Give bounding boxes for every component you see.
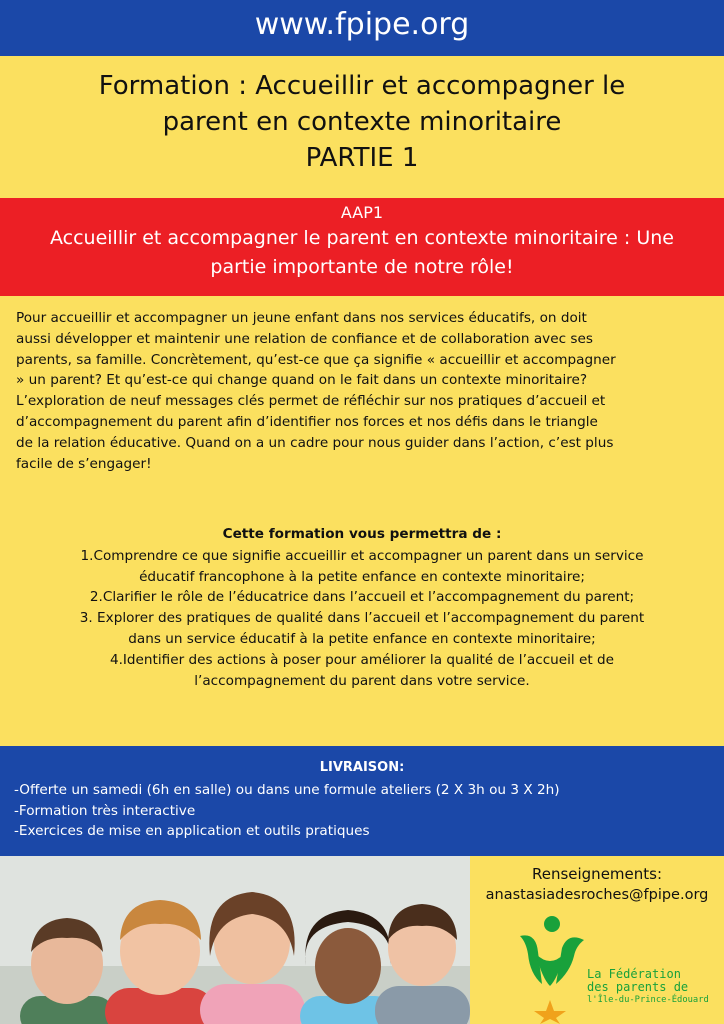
intro-line: » un parent? Et qu’est-ce qui change quand on le fait dans un contexte minoritaire? — [16, 372, 588, 389]
intro-line: facile de s’engager! — [16, 455, 152, 472]
delivery-item: -Exercices de mise en application et outils pratiques — [14, 823, 370, 839]
site-url[interactable]: www.fpipe.org — [254, 7, 470, 42]
header-bar — [0, 0, 724, 56]
child-body — [375, 986, 470, 1024]
objective-line: 1.Comprendre ce que signifie accueillir et accompagner un parent dans un service — [80, 547, 644, 564]
intro-line: parents, sa famille. Concrètement, qu’est-ce que ça signifie « accueillir et accompagner — [16, 351, 616, 368]
subtitle-line-1: Accueillir et accompagner le parent en contexte minoritaire : Une — [49, 227, 674, 249]
title-block — [0, 56, 724, 198]
objective-line: éducatif francophone à la petite enfance en contexte minoritaire; — [139, 568, 585, 585]
objectives-section — [12, 524, 712, 691]
intro-line: d’accompagnement du parent afin d’identifier nos forces et nos défis dans le triangle — [16, 413, 598, 430]
intro-line: Pour accueillir et accompagner un jeune enfant dans nos services éducatifs, on doit — [16, 310, 587, 326]
star-icon — [534, 1000, 566, 1024]
logo-text — [587, 968, 709, 1007]
subtitle-banner — [0, 198, 724, 296]
logo-line-3: l'Île-du-Prince-Édouard — [587, 995, 709, 1005]
fpipe-logo-icon — [516, 914, 586, 1024]
contact-section — [470, 856, 724, 1024]
objective-line: 4.Identifier des actions à poser pour améliorer la qualité de l’accueil et de — [109, 651, 615, 668]
child-face — [315, 928, 381, 1004]
intro-paragraph — [16, 308, 716, 474]
subtitle-line-2: partie importante de notre rôle! — [210, 256, 514, 278]
objectives-title: Cette formation vous permettra de : — [222, 526, 502, 542]
title-line-3: PARTIE 1 — [305, 143, 419, 173]
contact-label: Renseignements: — [531, 865, 663, 883]
objective-line: dans un service éducatif à la petite enfance en contexte minoritaire; — [128, 630, 596, 647]
delivery-item: -Formation très interactive — [14, 802, 196, 819]
logo-line-2: des parents de — [587, 980, 689, 994]
course-code: AAP1 — [340, 203, 384, 222]
intro-line: aussi développer et maintenir une relation de confiance et de collaboration avec ses — [16, 330, 593, 347]
intro-line: L’exploration de neuf messages clés permet de réfléchir sur nos pratiques d’accueil et — [16, 393, 606, 410]
logo-line-1: La Fédération — [587, 967, 681, 981]
child-body — [200, 984, 305, 1024]
delivery-section — [0, 746, 724, 856]
children-photo — [0, 856, 470, 1024]
objective-line: l’accompagnement du parent dans votre service. — [194, 672, 530, 689]
title-line-1: Formation : Accueillir et accompagner le — [98, 71, 626, 101]
contact-email[interactable]: anastasiadesroches@fpipe.org — [485, 887, 709, 903]
intro-line: de la relation éducative. Quand on a un cadre pour nous guider dans l’action, c’est plus — [16, 434, 614, 451]
children-illustration — [0, 856, 470, 1024]
title-line-2: parent en contexte minoritaire — [162, 107, 562, 137]
delivery-item: -Offerte un samedi (6h en salle) ou dans une formule ateliers (2 X 3h ou 3 X 2h) — [14, 782, 560, 798]
objective-line: 2.Clarifier le rôle de l’éducatrice dans l’accueil et l’accompagnement du parent; — [89, 589, 635, 606]
delivery-title: LIVRAISON: — [319, 760, 405, 775]
objective-line: 3. Explorer des pratiques de qualité dans l’accueil et l’accompagnement du parent — [79, 610, 645, 627]
delivery-list — [14, 780, 560, 842]
